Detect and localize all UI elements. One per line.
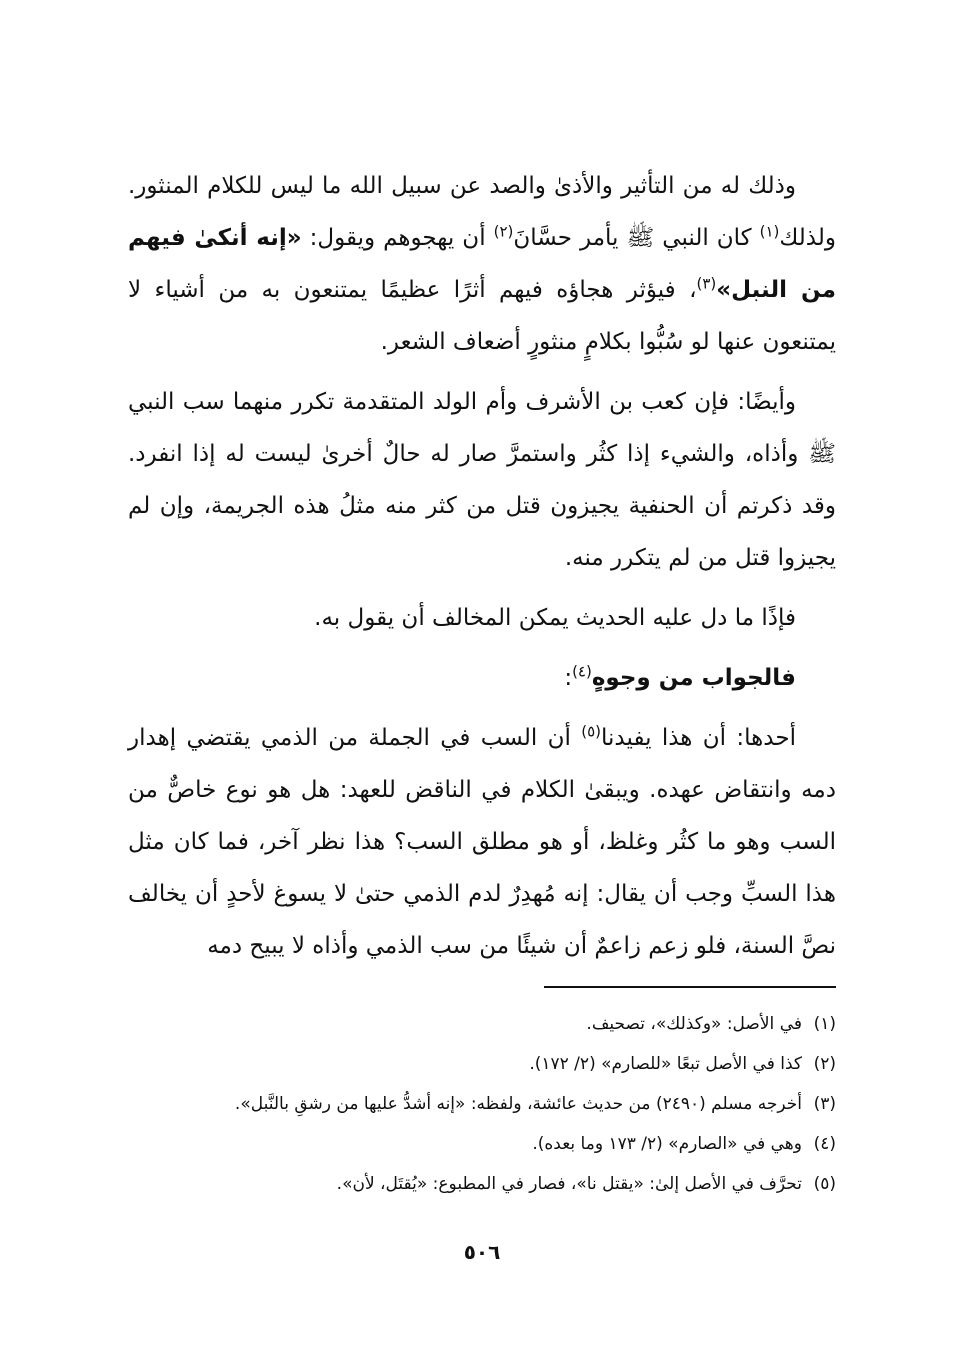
footnote-marker: (٣)	[696, 274, 717, 293]
footnote	[128, 1084, 836, 1124]
main-text	[128, 160, 836, 980]
footnote-number: (٢)	[813, 1054, 836, 1074]
footnote-marker: (١)	[759, 222, 780, 241]
bold-text: فالجواب من وجوهٍ	[591, 665, 796, 691]
paragraph-2	[128, 376, 836, 584]
paragraph-5	[128, 712, 836, 972]
footnote-marker: (٢)	[493, 222, 514, 241]
footnote-number: (٤)	[813, 1134, 836, 1154]
footnote-text: وهي في «الصارم» (٢/ ١٧٣ وما بعده).	[532, 1134, 802, 1154]
footnote	[128, 1044, 836, 1084]
text-run: وذلك له من التأثير والأذىٰ والصد عن سبيل الله ما ليس للكلام المنثور. ولذلك	[128, 173, 836, 251]
paragraph-3	[128, 592, 836, 644]
text-run: أن يهجوهم ويقول:	[301, 225, 494, 251]
footnote-text: في الأصل: «وكذلك»، تصحيف.	[586, 1014, 802, 1034]
footnote-separator	[544, 986, 836, 988]
text-run: أحدها: أن هذا يفيدنا	[601, 725, 796, 751]
text-run: كان النبي ﷺ يأمر حسَّانَ	[513, 225, 760, 251]
footnote-marker: (٥)	[581, 722, 602, 741]
footnote-text: أخرجه مسلم (٢٤٩٠) من حديث عائشة، ولفظه: «إنه أشدُّ عليها من رشقِ بالنَّبل».	[234, 1094, 802, 1114]
footnote	[128, 1004, 836, 1044]
footnote-text: كذا في الأصل تبعًا «للصارم» (٢/ ١٧٢).	[529, 1054, 802, 1074]
text-run: فإذًا ما دل عليه الحديث يمكن المخالف أن يقول به.	[314, 605, 796, 631]
footnote-text: تحرَّف في الأصل إلىٰ: «يقتل نا»، فصار في المطبوع: «يُقتَل، لأن».	[336, 1174, 802, 1194]
text-run: :	[564, 665, 573, 691]
text-run: وأيضًا: فإن كعب بن الأشرف وأم الولد المتقدمة تكرر منهما سب النبي ﷺ وأذاه، والشيء إذا كثُر واستمرَّ صار له حالٌ أخرىٰ ليست له إذا انفرد. وقد ذكرتم أن الحنفية يجيزون قتل من كثر منه مثلُ هذه الجريمة، وإن لم يجيزوا قتل من لم يتكرر منه.	[128, 389, 836, 571]
footnotes	[128, 1004, 836, 1204]
footnote-number: (٣)	[813, 1094, 836, 1114]
footnote	[128, 1124, 836, 1164]
bold-text: «إنه أنكىٰ فيهم من النبل»	[128, 225, 836, 303]
footnote-marker: (٤)	[572, 662, 592, 681]
footnote-number: (١)	[813, 1014, 836, 1034]
paragraph-1	[128, 160, 836, 368]
text-run: أن السب في الجملة من الذمي يقتضي إهدار دمه وانتقاض عهده. ويبقىٰ الكلام في الناقض للعهد: هل هو نوع خاصٌّ من السب وهو ما كثُر وغلظ، أو هو مطلق السب؟ هذا نظر آخر، فما كان مثل هذا السبِّ وجب أن يقال: إنه مُهدِرٌ لدم الذمي حتىٰ لا يسوغ لأحدٍ أن يخالف نصَّ السنة، فلو زعم زاعمٌ أن شيئًا من سب الذمي وأذاه لا يبيح دمه	[128, 725, 836, 959]
text-run: ، فيؤثر هجاؤه فيهم أثرًا عظيمًا يمتنعون به من أشياء لا يمتنعون عنها لو سُبُّوا بكلامٍ منثورٍ أضعاف الشعر.	[128, 277, 836, 355]
page-number: ٥٠٦	[463, 1240, 501, 1264]
footnote	[128, 1164, 836, 1204]
footnote-number: (٥)	[813, 1174, 836, 1194]
paragraph-4	[128, 652, 836, 704]
